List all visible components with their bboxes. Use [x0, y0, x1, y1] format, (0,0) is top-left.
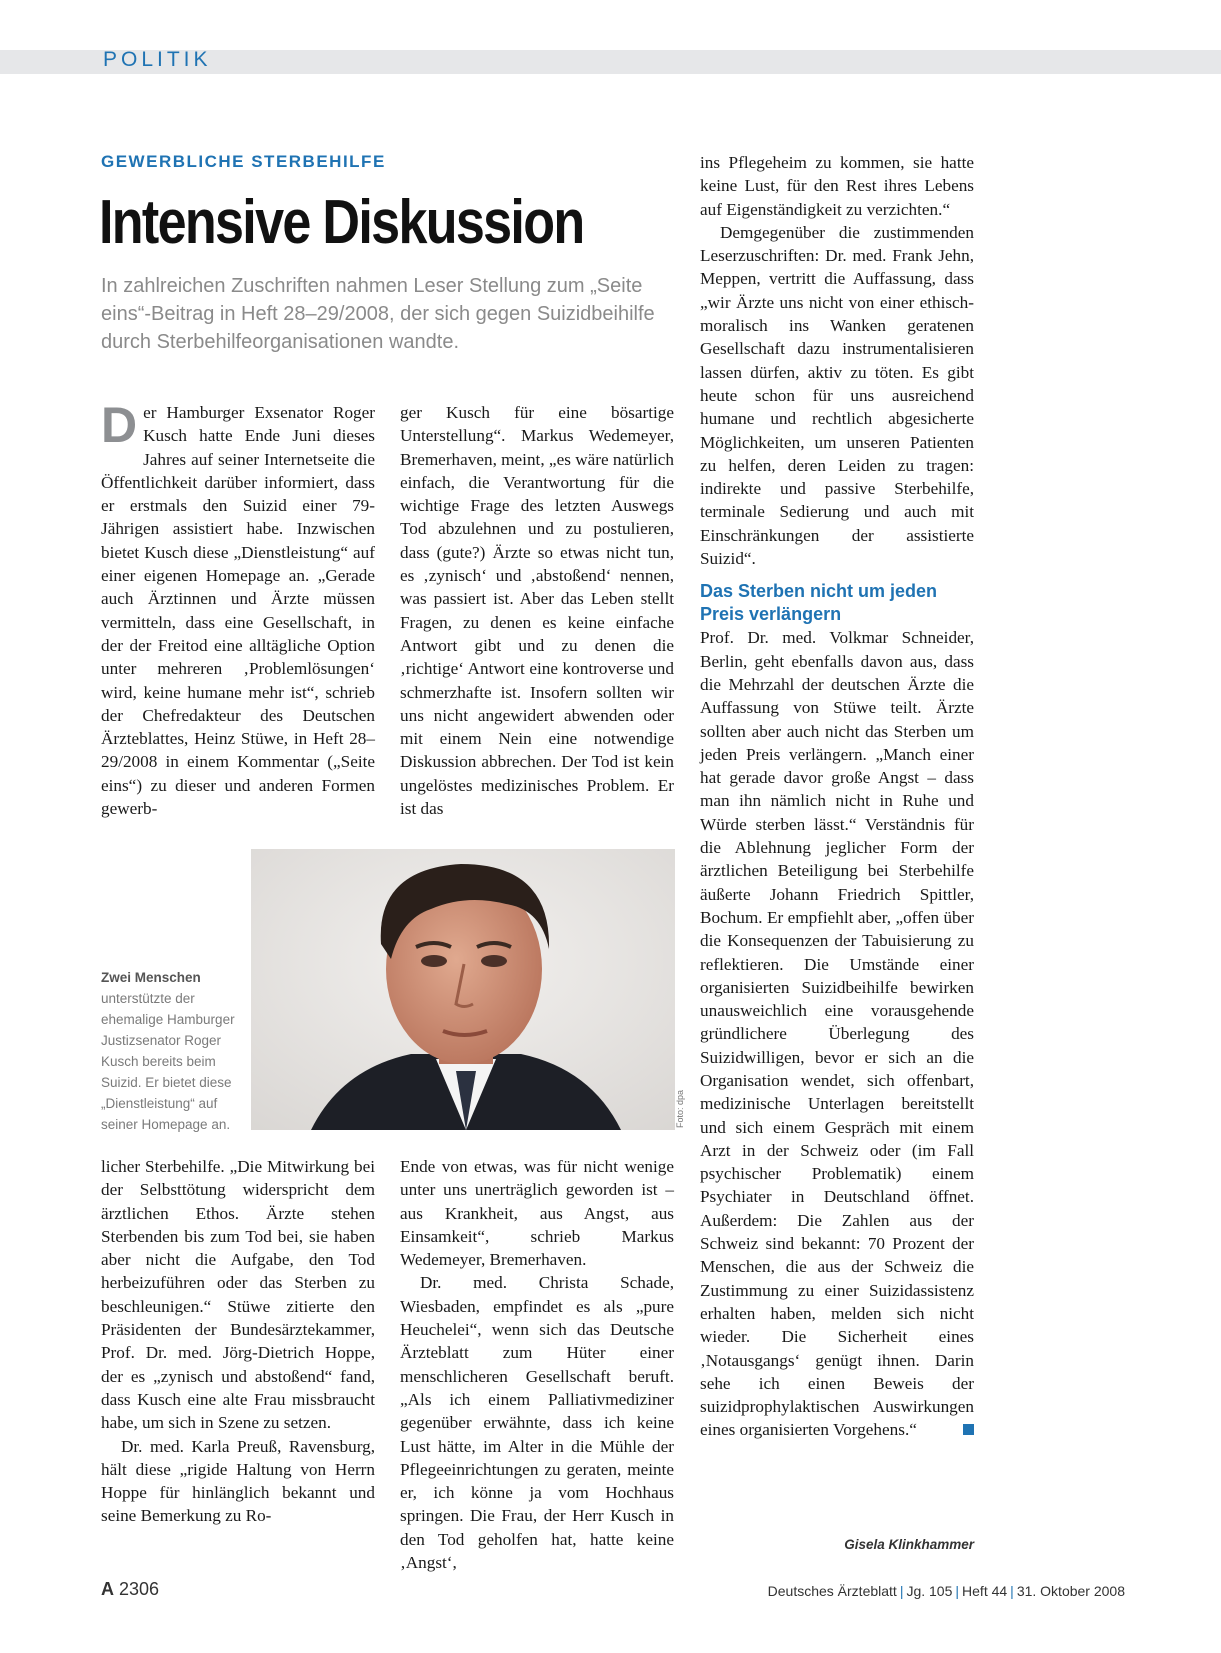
section-label: POLITIK [103, 48, 212, 71]
caption-title: Zwei Menschen [101, 970, 201, 985]
separator: | [899, 1583, 904, 1599]
journal-issue: Heft 44 [962, 1583, 1008, 1599]
article-lead: In zahlreichen Zuschriften nahmen Leser Stellung zum „Seite eins“-Beitrag in Heft 28–29/2008, der sich gegen Suizidbeihilfe durch Sterbehilfeorganisationen wandte. [101, 275, 655, 353]
photo-credit: Foto: dpa [675, 1089, 685, 1128]
photo-caption [101, 967, 241, 1135]
journal-date: 31. Oktober 2008 [1016, 1583, 1125, 1599]
paragraph: Ende von etwas, was für nicht wenige unter uns unerträglich geworden ist – aus Krankheit, aus Angst, aus Einsamkeit“, schrieb Markus Wedemeyer, Bremerhaven. [400, 1157, 674, 1270]
paragraph: ins Pflegeheim zu kommen, sie hatte keine Lust, für den Rest ihres Lebens auf Eigenständigkeit zu verzichten.“ [700, 153, 974, 219]
portrait-image [251, 849, 675, 1130]
column-2-bottom [400, 1155, 674, 1574]
column-3 [700, 151, 974, 1442]
separator: | [1010, 1583, 1014, 1599]
paragraph-text: er Hamburger Exsenator Roger Kusch hatte Ende Juni dieses Jahres auf seiner Internetseite die Öffentlichkeit darüber informiert, dass er erstmals den Suizid einer 79-Jährigen assistiert habe. Inzwischen bietet Kusch diese „Dienstleistung“ auf einer eigenen Homepage an. „Gerade auch Ärztinnen und Ärzte müssen vermitteln, dass eine Gesellschaft, in der der Freitod eine alltägliche Option unter mehreren ‚Problemlösungen‘ wird, keine humane mehr ist“, schrieb der Chefredakteur des Deutschen Ärzteblattes, Heinz Stüwe, in Heft 28–29/2008 in einem Kommentar („Seite eins“) zu dieser und anderen Formen gewerb- [101, 403, 375, 819]
page-number: 2306 [119, 1579, 160, 1599]
paragraph: Demgegenüber die zustimmenden Leserzuschriften: Dr. med. Frank Jehn, Meppen, vertritt die Auffassung, dass „wir Ärzte uns nicht von einer ethisch-moralisch ins Wanken geratenen Gesellschaft dazu instrumentalisieren lassen dürfen, aktiv zu töten. Es gibt heute schon für uns ausreichend humane und rechtlich abgesicherte Möglichkeiten, um unseren Patienten zu helfen, deren Leiden zu tragen: indirekte und passive Sterbehilfe, terminale Sedierung und auch mit Einschränkungen der assistierte Suizid“. [700, 222, 974, 569]
journal-footer [768, 1583, 1125, 1599]
column-1-bottom [101, 1155, 375, 1528]
paragraph: Dr. med. Karla Preuß, Ravensburg, hält diese „rigide Haltung von Herrn Hoppe für hinlänglich bekannt und seine Bemerkung zu Ro- [101, 1436, 375, 1526]
journal-volume: Jg. 105 [906, 1583, 953, 1599]
column-1-top [101, 397, 375, 820]
journal-name: Deutsches Ärzteblatt [767, 1583, 897, 1599]
end-mark-icon [963, 1424, 974, 1435]
article-author: Gisela Klinkhammer [844, 1537, 974, 1552]
paragraph: ger Kusch für eine bösartige Unterstellung“. Markus Wedemeyer, Bremerhaven, meint, „es wäre natürlich einfach, die Verantwortung für die wichtige Frage des letzten Auswegs Tod abzulehnen und zu postulieren, dass (gute?) Ärzte so etwas nicht tun, es ‚zynisch‘ und ‚abstoßend‘ nennen, was passiert ist. Aber das Leben stellt Fragen, zu denen es keine einfache Antwort gibt und zu denen die ‚richtige‘ Antwort eine kontroverse und schmerzhafte ist. Insofern sollten wir uns nicht angewidert abwenden oder mit einem Nein eine notwendige Diskussion abbrechen. Der Tod ist kein ungelöstes medizinisches Problem. Er ist das [400, 403, 674, 819]
article-subhead: Das Sterben nicht um jeden Preis verlängern [700, 581, 938, 625]
drop-cap: D [101, 397, 138, 453]
page-folio [101, 1579, 159, 1600]
separator: | [955, 1583, 960, 1599]
column-2-top [400, 401, 674, 820]
paragraph: licher Sterbehilfe. „Die Mitwirkung bei der Selbsttötung widerspricht dem ärztlichen Ethos. Ärzte stehen Sterbenden bis zum Tod bei, sie haben aber nicht die Aufgabe, den Tod herbeizuführen oder das Sterben zu beschleunigen.“ Stüwe zitierte den Präsidenten der Bundesärztekammer, Prof. Dr. med. Jörg-Dietrich Hoppe, der es „zynisch und abstoßend“ fand, dass Kusch eine alte Frau missbraucht habe, um sich in Szene zu setzen. [101, 1157, 375, 1433]
article-headline: Intensive Diskussion [99, 188, 584, 257]
article-photo [251, 849, 675, 1130]
article-kicker: GEWERBLICHE STERBEHILFE [101, 152, 386, 171]
folio-prefix: A [101, 1579, 114, 1599]
paragraph [101, 397, 375, 820]
caption-text: unterstützte der ehemalige Hamburger Justizsenator Roger Kusch bereits beim Suizid. Er bietet diese „Dienstleistung“ auf seiner Homepage an. [101, 991, 235, 1132]
paragraph: Dr. med. Christa Schade, Wiesbaden, empfindet es als „pure Heuchelei“, wenn sich das Deutsche Ärzteblatt zum Hüter einer menschlicheren Gesellschaft beruft. „Als ich einem Palliativmediziner gegenüber erwähnte, dass ich keine Lust hätte, im Alter in die Mühle der Pflegeeinrichtungen zu geraten, meinte er, ich könne ja vom Hochhaus springen. Die Frau, der Herr Kusch in den Tod geholfen hat, hatte keine ‚Angst‘, [400, 1273, 674, 1573]
paragraph-text: Prof. Dr. med. Volkmar Schneider, Berlin, geht ebenfalls davon aus, dass die Mehrzahl der deutschen Ärzte die Auffassung von Stüwe teilt. Ärzte sollten aber auch nicht das Sterben um jeden Preis verlängern. „Manch einer hat gerade davor große Angst – dass man ihn nämlich nicht in Ruhe und Würde sterben lässt.“ Verständnis für die Ablehnung jeglicher Form der ärztlichen Beteiligung bei Sterbehilfe äußerte Johann Friedrich Spittler, Bochum. Er empfiehlt aber, „offen über die Konsequenzen der Tabuisierung zu reflektieren. Die Umstände einer organisierten Suizidbeihilfe bewirken unausweichlich eine vorausgehende gründlichere Überlegung des Suizidwilligen, bevor er sich an die Organisation wendet, sich offenbart, medizinische Unterlagen bereitstellt und sich einem Gespräch mit einem Arzt in der Schweiz oder (im Fall psychischer Problematik) einem Psychiater in Deutschland öffnet. Außerdem: Die Zahlen aus der Schweiz sind bekannt: 70 Prozent der Menschen, die aus der Schweiz die Zustimmung zu einer Suizidassistenz erhalten haben, melden sich nicht wieder. Die Sicherheit eines ‚Notausgangs‘ genügt ihnen. Darin sehe ich einen Beweis der suizidprophylaktischen Auswirkungen eines organisierten Vorgehens.“ [700, 628, 974, 1440]
paragraph [700, 626, 974, 1441]
